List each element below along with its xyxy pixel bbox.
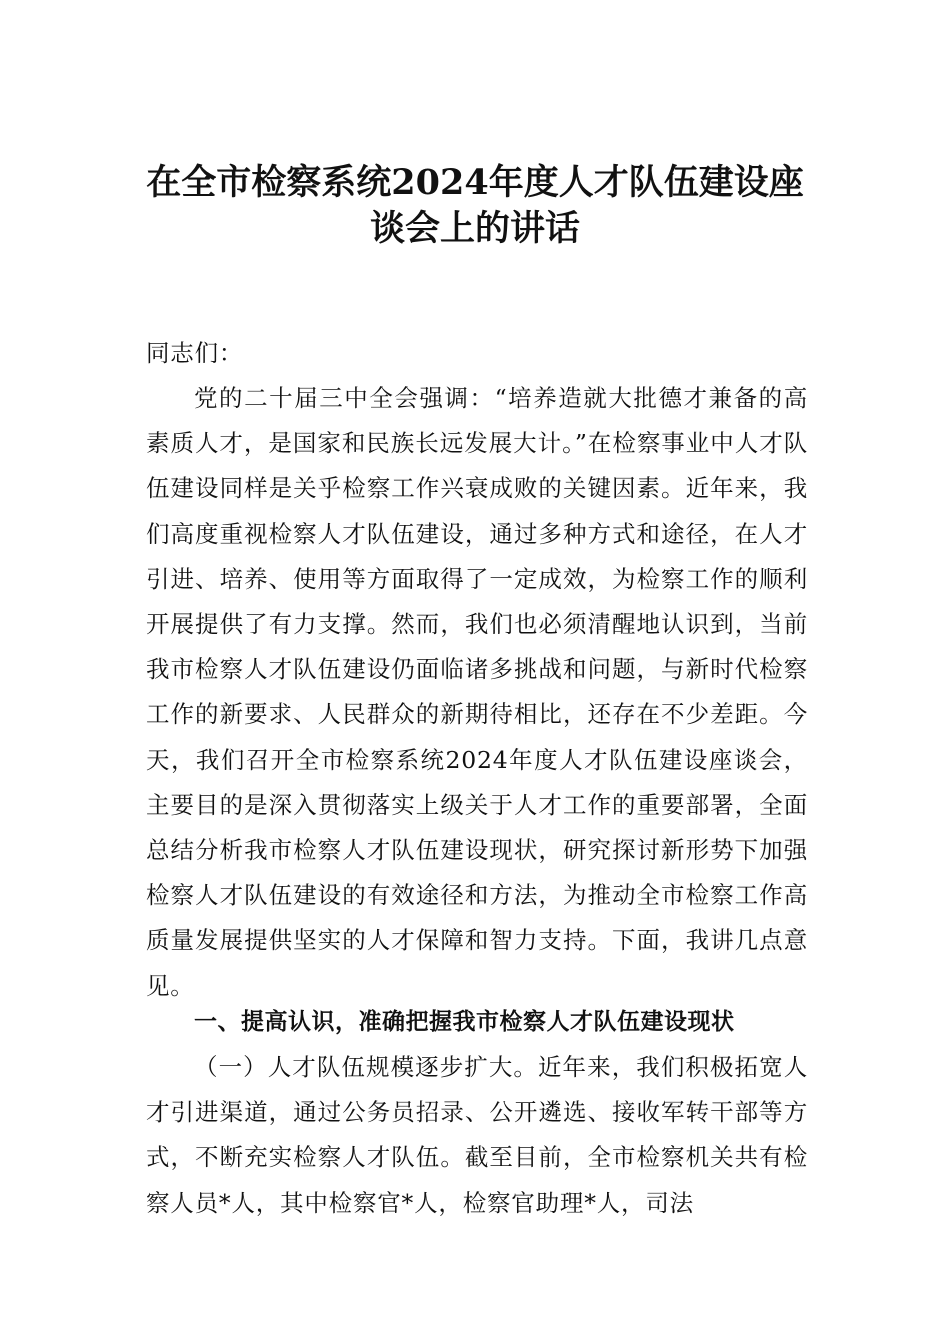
document-title-line-2: 谈会上的讲话 — [369, 208, 580, 249]
paragraph-intro: 党的二十届三中全会强调：“培养造就大批德才兼备的高素质人才，是国家和民族长远发展大计。”在检察事业中人才队伍建设同样是关乎检察工作兴衰成败的关键因素。近年来，我们高度重视检察人才队伍建设，通过多种方式和途径，在人才引进、培养、使用等方面取得了一定成效，为检察工作的顺利开展提供了有力支撑。然而，我们也必须清醒地认识到，当前我市检察人才队伍建设仍面临诸多挑战和问题，与新时代检察工作的新要求、人民群众的新期待相比，还存在不少差距。今天，我们召开全市检察系统2024年度人才队伍建设座谈会，主要目的是深入贯彻落实上级关于人才工作的重要部署，全面总结分析我市检察人才队伍建设现状，研究探讨新形势下加强检察人才队伍建设的有效途径和方法，为推动全市检察工作高质量发展提供坚实的人才保障和智力支持。下面，我讲几点意见。 — [146, 384, 808, 1000]
section-heading-1: 一、提高认识，准确把握我市检察人才队伍建设现状 — [194, 1009, 735, 1035]
paragraph-section-1-1: （一）人才队伍规模逐步扩大。近年来，我们积极拓宽人才引进渠道，通过公务员招录、公开遴选、接收军转干部等方式，不断充实检察人才队伍。截至目前，全市检察机关共有检察人员*人，其中检察官*人，检察官助理*人，司法 — [146, 1053, 808, 1217]
salutation: 同志们： — [146, 339, 244, 367]
document-title-line-1: 在全市检察系统2024年度人才队伍建设座 — [146, 162, 804, 203]
